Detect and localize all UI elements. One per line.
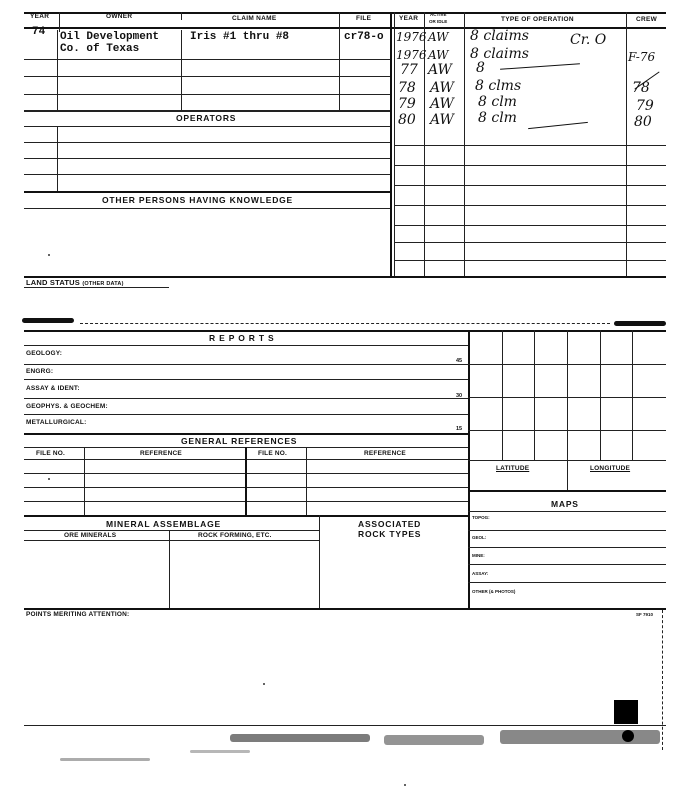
row-line [24,414,468,415]
ref-file-no-2: FILE NO. [258,450,288,457]
divider [59,12,60,32]
row-line [24,364,468,365]
header-or-idle: OR IDLE [429,19,448,24]
activity-crew-1: Cr. O [570,32,607,48]
row-line [394,242,666,243]
header-file: FILE [356,15,372,22]
grid-line [468,460,666,461]
activity-operation-4: 8 clms [475,78,522,94]
report-metallurgical: METALLURGICAL: [26,419,87,426]
rule [24,608,666,610]
mark-30: 30 [456,393,463,399]
speck [48,254,50,256]
row-line [394,205,666,206]
general-references-heading: GENERAL REFERENCES [181,436,298,446]
activity-operation-3: 8 [476,60,485,76]
header-bottom-rule [24,27,666,29]
row-line [24,398,468,399]
activity-operation-1: 8 claims [470,28,529,44]
speck [48,478,50,480]
strike-mark [500,63,580,70]
rule [24,433,468,435]
land-status-heading [26,278,124,287]
map-topog: TOPOG: [472,515,490,520]
divider [181,30,182,110]
ref-file-no-1: FILE NO. [36,450,66,457]
activity-year-4: 78 [398,80,416,96]
scan-noise [230,734,370,742]
scan-noise [384,735,484,745]
grid-line [534,330,535,460]
map-assay: ASSAY: [472,571,489,576]
mineral-assemblage-heading: MINERAL ASSEMBLAGE [106,519,221,529]
scan-noise [190,750,250,753]
rule [24,345,468,346]
longitude-label: LONGITUDE [590,465,631,472]
row-line [394,225,666,226]
registration-mark [614,700,638,724]
activity-year-5: 79 [398,96,416,112]
rule [24,191,390,193]
divider [339,12,340,112]
points-meriting-heading: POINTS MERITING ATTENTION: [26,611,130,618]
underline [24,287,169,288]
header-year-2: YEAR [399,15,419,22]
divider [468,330,470,608]
rule [24,540,319,541]
row-line [24,142,390,143]
row-line [468,530,666,531]
map-other: OTHER (& PHOTOS) [472,589,516,594]
divider [84,447,85,515]
registration-dot [622,730,634,742]
report-geophys: GEOPHYS. & GEOCHEM: [26,403,108,410]
row-line [24,59,390,60]
activity-crew-4: 78 [632,80,650,96]
ref-reference-1: REFERENCE [140,450,182,457]
activity-operation-6: 8 clm [478,110,517,126]
activity-crew-2: F-76 [628,50,656,64]
land-status-label: LAND STATUS [26,278,81,287]
header-active: ACTIVE [430,12,447,17]
other-persons-heading: OTHER PERSONS HAVING KNOWLEDGE [102,195,294,205]
land-status-sub: (OTHER DATA) [82,281,124,287]
scan-noise [500,730,660,744]
grid-line [468,364,666,365]
strike-mark [528,122,588,129]
activity-status-6: AW [430,112,454,128]
divider [57,126,58,191]
reports-heading: R E P O R T S [209,333,275,343]
activity-year-3: 77 [400,62,418,78]
edge-mark [662,610,663,750]
rock-types-heading: ROCK TYPES [358,529,422,539]
rock-forming-label: ROCK FORMING, ETC. [198,532,272,539]
header-type-of-operation: TYPE OF OPERATION [501,16,574,23]
activity-status-3: AW [428,62,452,78]
ink-smear [614,321,666,326]
bottom-rule [24,725,666,726]
rule [468,511,666,512]
header-owner: OWNER [106,13,133,20]
operators-heading: OPERATORS [176,113,237,123]
scan-noise [60,758,150,761]
map-geol: GEOL: [472,535,487,540]
form-code: SF 7910 [636,612,654,617]
report-geology: GEOLOGY: [26,350,63,357]
row-line [394,145,666,146]
latitude-label: LATITUDE [496,465,530,472]
rule [24,111,390,112]
speck [404,784,406,786]
grid-line [632,330,633,460]
mark-45: 45 [456,358,463,364]
row-line [468,564,666,565]
activity-year-2: 1976 [396,48,427,62]
header-claim-name: CLAIM NAME [232,15,277,22]
grid-line [468,397,666,398]
activity-crew-6: 80 [634,114,652,130]
row-line [468,547,666,548]
row-line [24,158,390,159]
claim-file-value: cr78-o [344,31,384,43]
activity-operation-2: 8 claims [470,46,529,62]
divider [245,447,247,515]
row-line [394,185,666,186]
divider [319,515,320,608]
claim-name-value: Iris #1 thru #8 [190,31,290,43]
row-line [468,582,666,583]
row-line [24,379,468,380]
rule [24,530,319,531]
activity-status-2: AW [428,48,449,62]
report-engrg: ENGRG: [26,368,54,375]
divider [169,530,170,608]
ore-minerals-label: ORE MINERALS [64,532,117,539]
grid-line [600,330,601,460]
report-assay-ident: ASSAY & IDENT: [26,385,80,392]
activity-crew-5: 79 [636,98,654,114]
claim-owner-line1: Oil Development [60,31,160,43]
divider [390,12,392,278]
associated-heading: ASSOCIATED [358,519,422,529]
rule [80,323,610,324]
mark-15: 15 [456,426,463,432]
activity-year-1: 1976 [396,30,427,44]
header-year: YEAR [30,13,50,20]
activity-status-4: AW [430,80,454,96]
activity-operation-5: 8 clm [478,94,517,110]
row-line [24,76,390,77]
map-mine: MINE: [472,553,485,558]
ink-smear [22,318,74,323]
claim-owner-line2: Co. of Texas [60,43,140,55]
divider [181,12,182,20]
activity-status-1: AW [428,30,449,44]
speck [263,683,265,685]
header-crew: CREW [636,16,658,23]
activity-status-5: AW [430,96,454,112]
row-line [394,165,666,166]
row-line [394,260,666,261]
rule [24,330,666,332]
rule [24,208,390,209]
maps-heading: MAPS [551,499,579,509]
activity-year-6: 80 [398,112,416,128]
divider [57,30,58,110]
grid-line [468,430,666,431]
divider [306,447,307,515]
rule [24,126,390,127]
claim-year: 74 [32,26,46,38]
grid-line [502,330,503,460]
rule [24,515,468,517]
row-line [24,174,390,175]
row-line [24,94,390,95]
rule [468,490,666,492]
grid-line [567,330,568,490]
ref-reference-2: REFERENCE [364,450,406,457]
